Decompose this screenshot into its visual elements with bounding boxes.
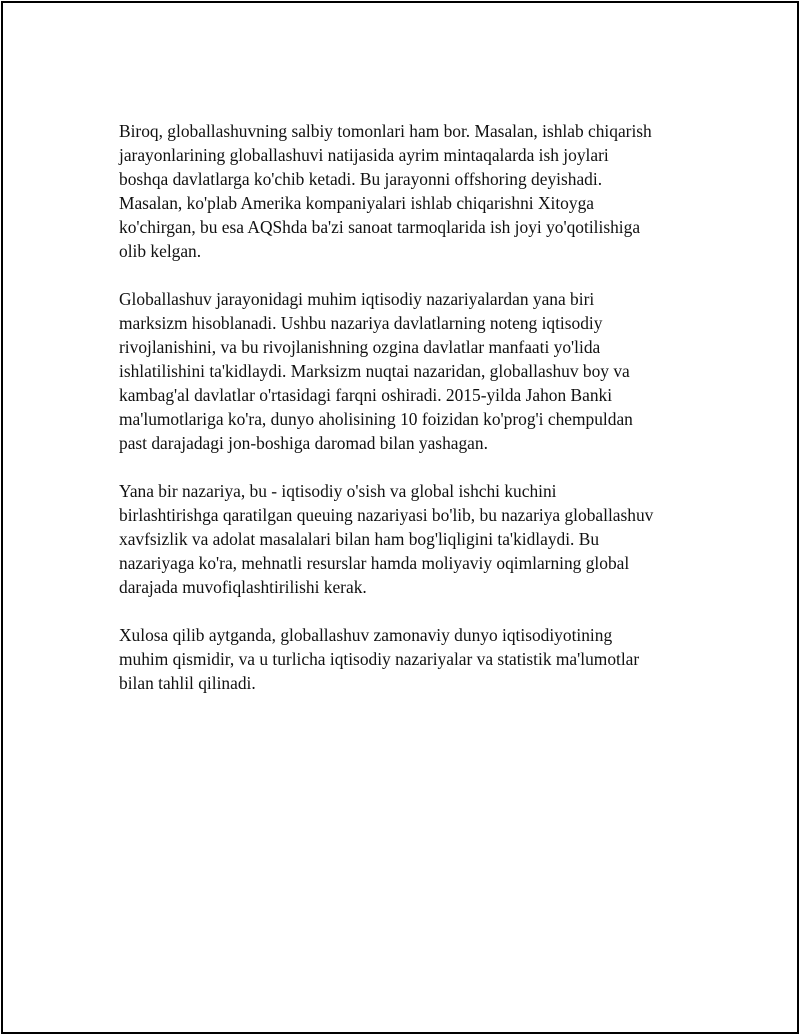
text-line: ko'chirgan, bu esa AQShda ba'zi sanoat tarmoqlarida ish joyi yo'qotilishiga <box>119 217 641 237</box>
text-line: past darajadagi jon-boshiga daromad bilan yashagan. <box>119 433 488 453</box>
paragraph-offshoring <box>119 119 719 263</box>
text-line: olib kelgan. <box>119 241 202 261</box>
text-line: boshqa davlatlarga ko'chib ketadi. Bu jarayonni offshoring deyishadi. <box>119 169 603 189</box>
paragraph-queuing-theory <box>119 479 719 599</box>
text-line: jarayonlarining globallashuvi natijasida ayrim mintaqalarda ish joylari <box>119 145 609 165</box>
document-body <box>119 119 719 719</box>
text-line: xavfsizlik va adolat masalalari bilan ham bog'liqligini ta'kidlaydi. Bu <box>119 529 600 549</box>
text-line: Xulosa qilib aytganda, globallashuv zamonaviy dunyo iqtisodiyotining <box>119 625 613 645</box>
text-line: ma'lumotlariga ko'ra, dunyo aholisining 10 foizidan ko'prog'i chempuldan <box>119 409 633 429</box>
paragraph-conclusion <box>119 623 719 695</box>
text-line: marksizm hisoblanadi. Ushbu nazariya davlatlarning noteng iqtisodiy <box>119 313 603 333</box>
text-line: muhim qismidir, va u turlicha iqtisodiy nazariyalar va statistik ma'lumotlar <box>119 649 640 669</box>
text-line: bilan tahlil qilinadi. <box>119 673 256 693</box>
text-line: Yana bir nazariya, bu - iqtisodiy o'sish va global ishchi kuchini <box>119 481 557 501</box>
page-border <box>1 1 799 1034</box>
text-line: nazariyaga ko'ra, mehnatli resurslar hamda moliyaviy oqimlarning global <box>119 553 630 573</box>
text-line: kambag'al davlatlar o'rtasidagi farqni oshiradi. 2015-yilda Jahon Banki <box>119 385 613 405</box>
text-line: birlashtirishga qaratilgan queuing nazariyasi bo'lib, bu nazariya globallashuv <box>119 505 654 525</box>
text-line: Globallashuv jarayonidagi muhim iqtisodiy nazariyalardan yana biri <box>119 289 595 309</box>
text-line: darajada muvofiqlashtirilishi kerak. <box>119 577 367 597</box>
text-line: Masalan, ko'plab Amerika kompaniyalari ishlab chiqarishni Xitoyga <box>119 193 594 213</box>
paragraph-marxism <box>119 287 719 455</box>
text-line: rivojlanishini, va bu rivojlanishning ozgina davlatlar manfaati yo'lida <box>119 337 601 357</box>
text-line: ishlatilishini ta'kidlaydi. Marksizm nuqtai nazaridan, globallashuv boy va <box>119 361 630 381</box>
text-line: Biroq, globallashuvning salbiy tomonlari ham bor. Masalan, ishlab chiqarish <box>119 121 652 141</box>
